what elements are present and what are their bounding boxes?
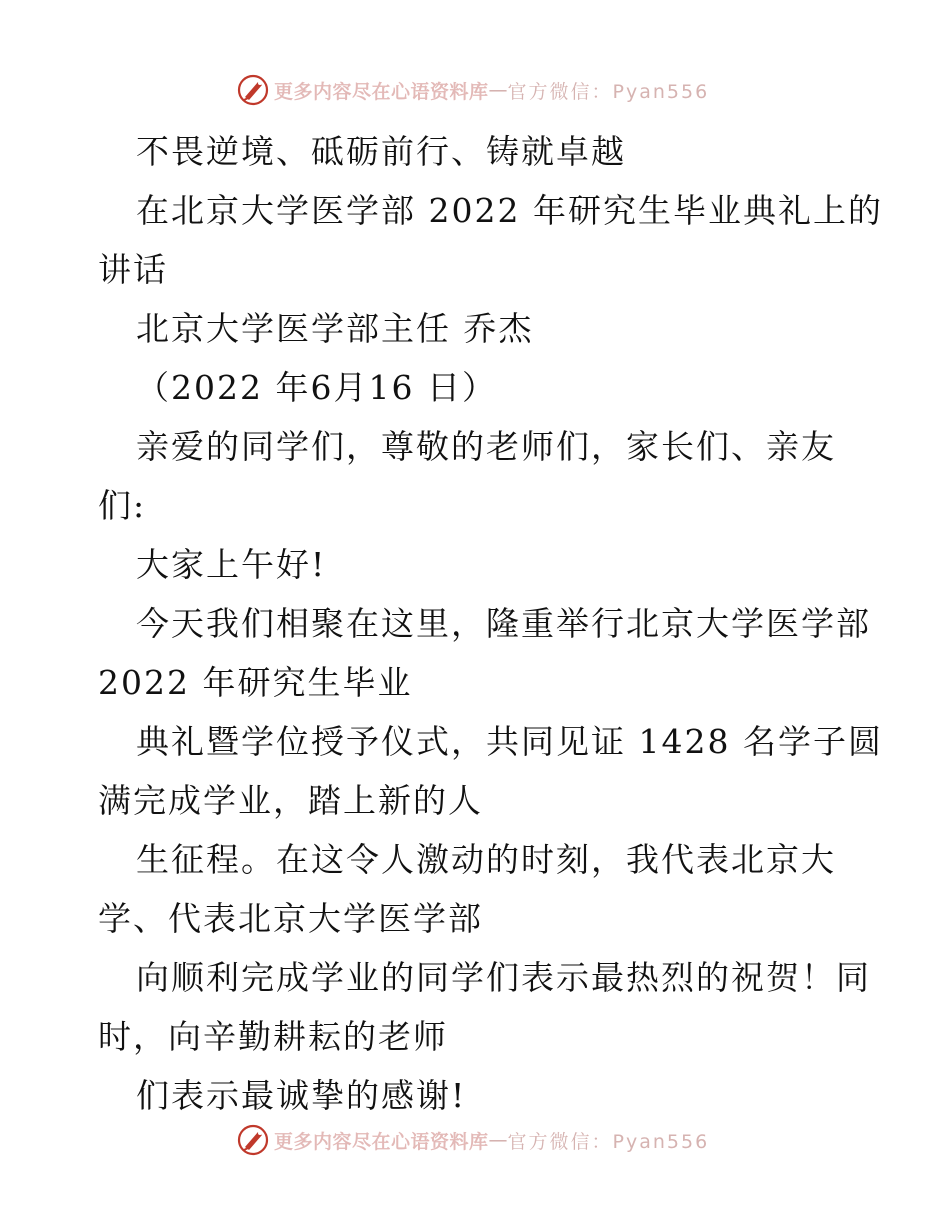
watermark-text: 更多内容尽在心语资料库: [274, 80, 489, 103]
quill-logo-icon: [236, 1123, 270, 1157]
paragraph-line: 时，向辛勤耕耘的老师: [98, 1017, 448, 1056]
paragraph-line: 们表示最诚挚的感谢!: [136, 1076, 467, 1115]
paragraph-line: 典礼暨学位授予仪式，共同见证 1428 名学子圆: [136, 722, 883, 761]
document-body: [98, 122, 883, 1125]
date-line: （2022 年6月16 日）: [136, 368, 497, 407]
speech-subtitle-line-2: 讲话: [98, 250, 168, 289]
quill-logo-icon: [236, 73, 270, 107]
paragraph-line: 满完成学业，踏上新的人: [98, 781, 483, 820]
watermark-text: 更多内容尽在心语资料库: [274, 1130, 489, 1153]
watermark-wechat: 官方微信：Pyan556: [507, 1130, 710, 1153]
paragraph-line: 2022 年研究生毕业: [98, 663, 413, 702]
footer-watermark: [236, 1122, 709, 1158]
watermark-dash: —: [488, 79, 508, 101]
greeting-line: 大家上午好!: [136, 545, 327, 584]
speech-subtitle-line-1: 在北京大学医学部 2022 年研究生毕业典礼上的: [136, 191, 883, 230]
paragraph-line: 今天我们相聚在这里，隆重举行北京大学医学部: [136, 604, 871, 643]
salutation-line-2: 们:: [98, 486, 147, 525]
header-watermark: [236, 72, 709, 108]
watermark-wechat: 官方微信：Pyan556: [507, 80, 710, 103]
speaker-line: 北京大学医学部主任 乔杰: [136, 309, 534, 348]
speech-title: 不畏逆境、砥砺前行、铸就卓越: [136, 132, 626, 171]
salutation-line-1: 亲爱的同学们，尊敬的老师们，家长们、亲友: [136, 427, 836, 466]
paragraph-line: 生征程。在这令人激动的时刻，我代表北京大: [136, 840, 836, 879]
paragraph-line: 学、代表北京大学医学部: [98, 899, 483, 938]
watermark-dash: —: [488, 1129, 508, 1151]
paragraph-line: 向顺利完成学业的同学们表示最热烈的祝贺！同: [136, 958, 871, 997]
